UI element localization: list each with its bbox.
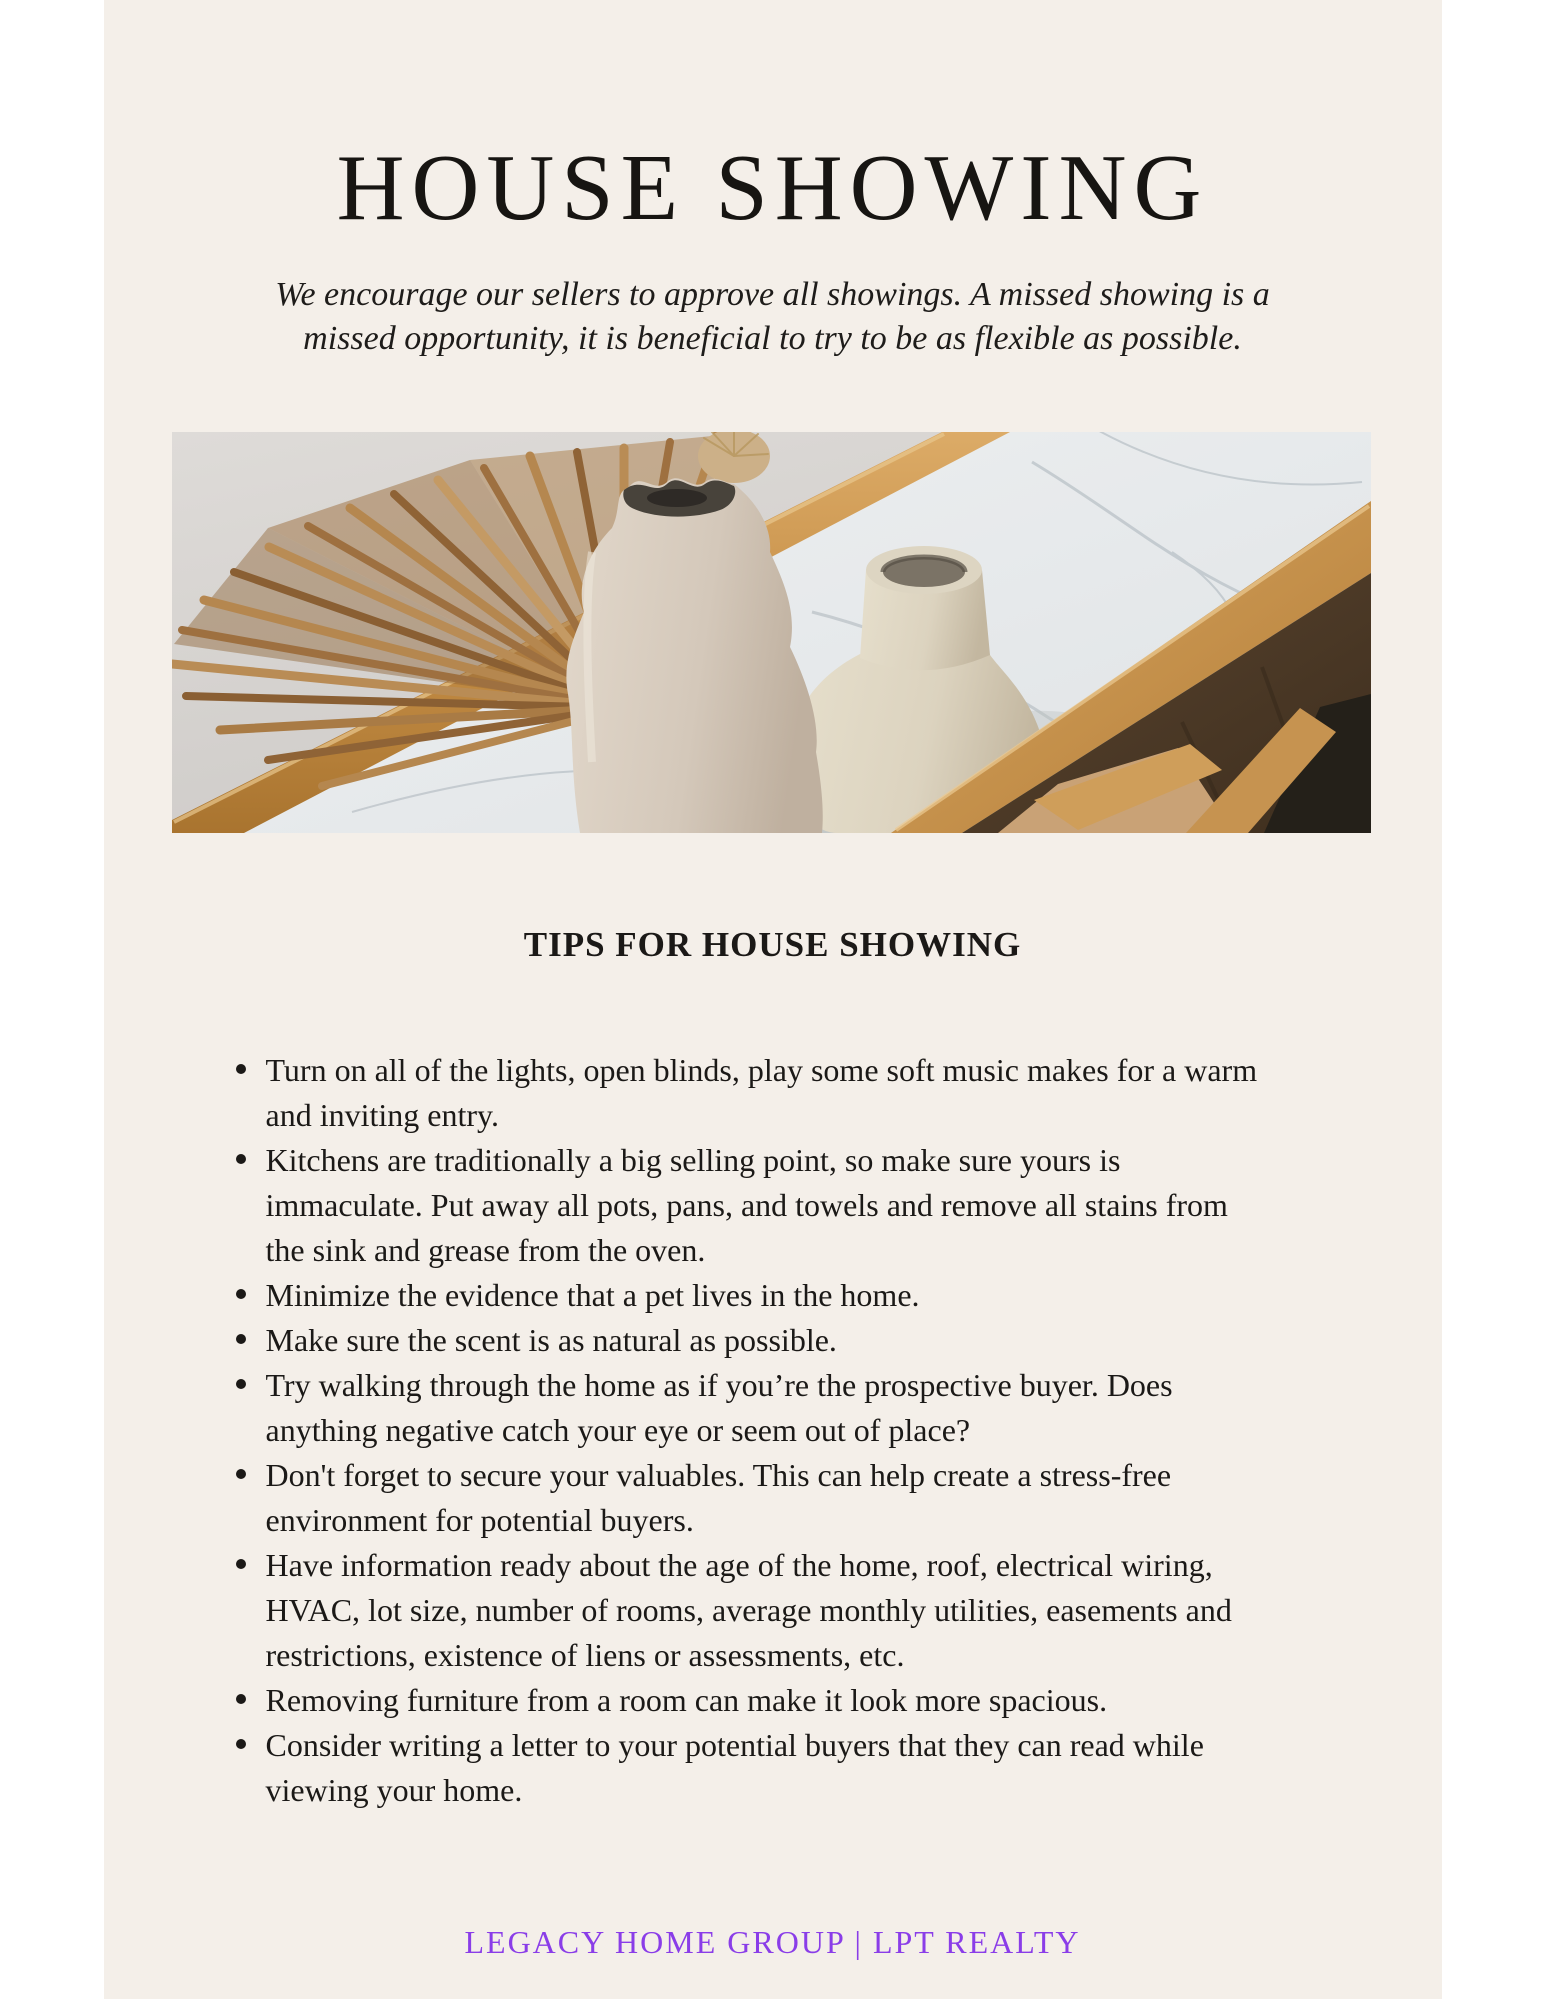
intro-line-1: We encourage our sellers to approve all showings. A missed showing is a xyxy=(275,276,1270,313)
tips-list xyxy=(235,1048,1415,1813)
tip-item: Have information ready about the age of the home, roof, electrical wiring, HVAC, lot size, number of rooms, average monthly utilities, easements and restrictions, existence of liens or assessments, etc. xyxy=(235,1543,1415,1678)
tip-item: Make sure the scent is as natural as possible. xyxy=(235,1318,1415,1363)
tip-item: Consider writing a letter to your potential buyers that they can read while viewing your home. xyxy=(235,1723,1415,1813)
page-title: HOUSE SHOWING xyxy=(336,136,1209,240)
document-page xyxy=(104,0,1442,1999)
tip-item: Don't forget to secure your valuables. This can help create a stress-free environment for potential buyers. xyxy=(235,1453,1415,1543)
tip-item: Try walking through the home as if you’re the prospective buyer. Does anything negative catch your eye or seem out of place? xyxy=(235,1363,1415,1453)
tip-item: Kitchens are traditionally a big selling point, so make sure yours is immaculate. Put away all pots, pans, and towels and remove all stains from the sink and grease from the oven. xyxy=(235,1138,1415,1273)
intro-line-2: missed opportunity, it is beneficial to try to be as flexible as possible. xyxy=(303,320,1242,357)
tips-section-heading: TIPS FOR HOUSE SHOWING xyxy=(523,925,1022,964)
footer-brand: LEGACY HOME GROUP | LPT REALTY xyxy=(464,1924,1081,1960)
tip-item: Turn on all of the lights, open blinds, play some soft music makes for a warm and inviting entry. xyxy=(235,1048,1415,1138)
tip-item: Minimize the evidence that a pet lives in the home. xyxy=(235,1273,1415,1318)
console-photo xyxy=(172,432,1371,833)
intro-paragraph xyxy=(104,273,1442,361)
tip-item: Removing furniture from a room can make it look more spacious. xyxy=(235,1678,1415,1723)
